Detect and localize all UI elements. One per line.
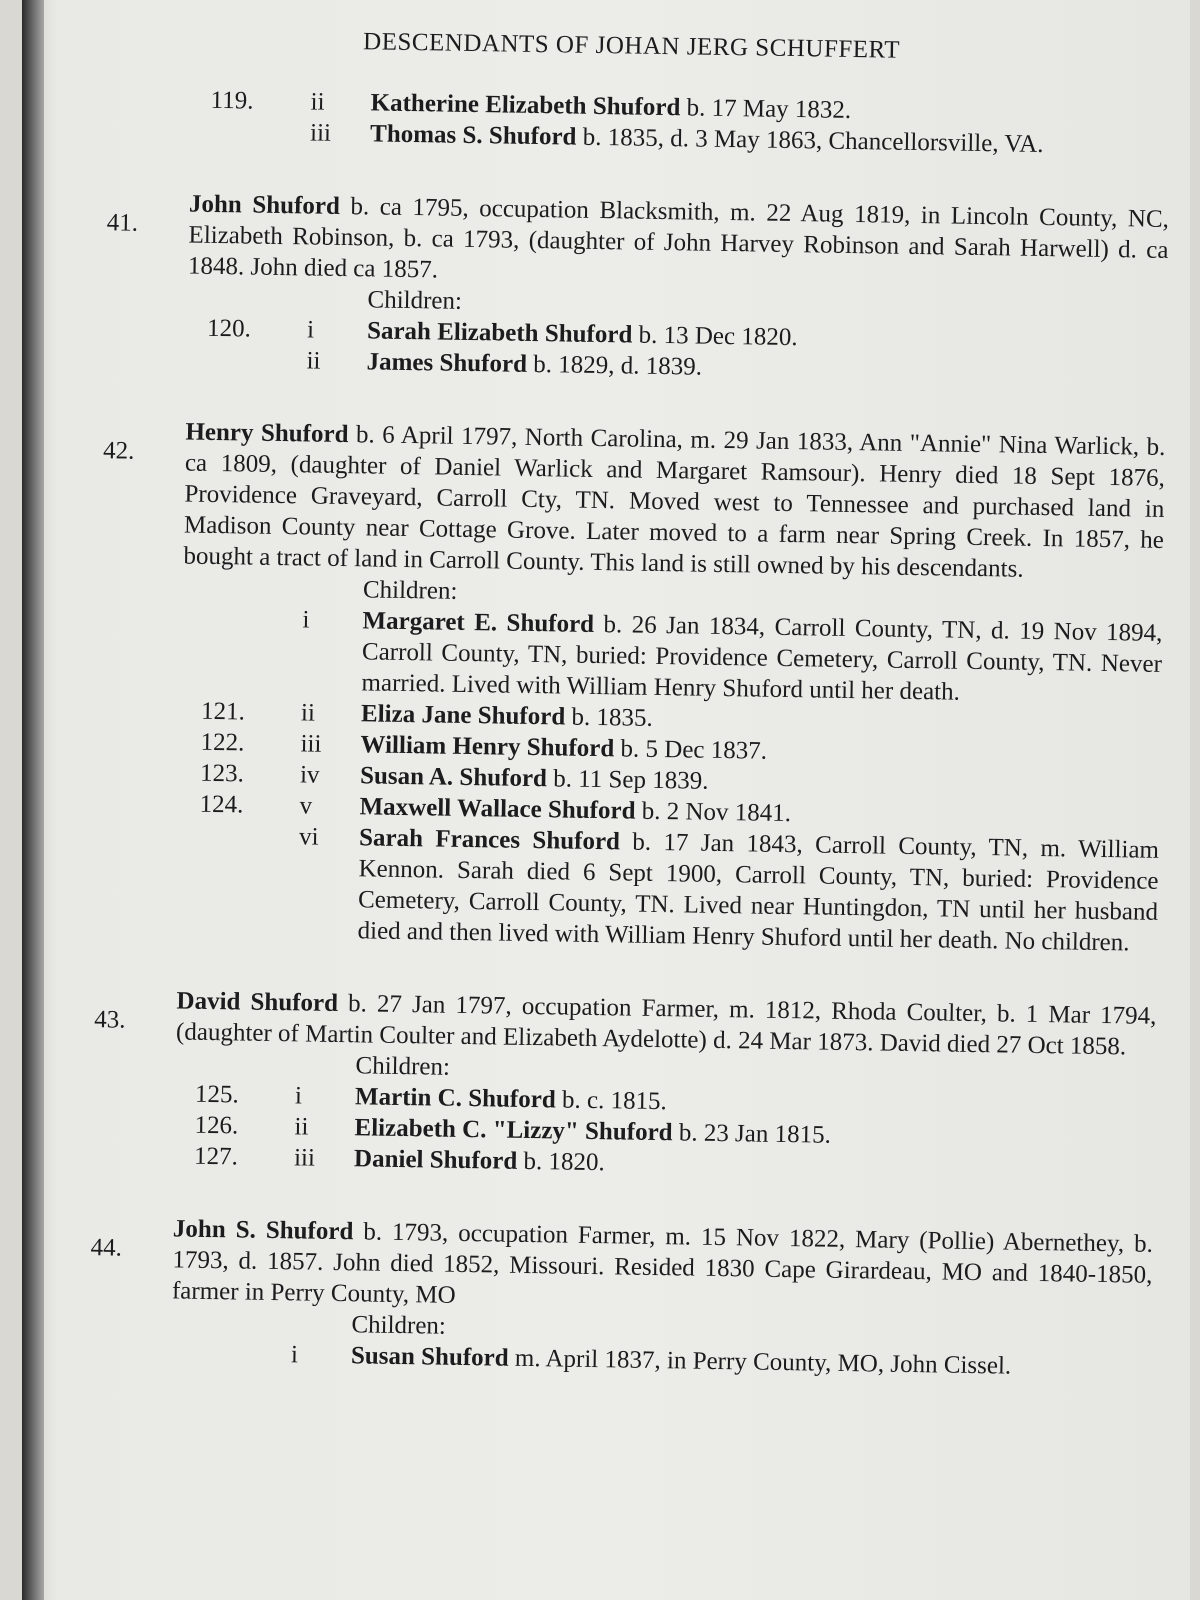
child-number: 124. [199,790,244,819]
child-name: William Henry Shuford [360,731,615,763]
children-label: Children: [351,1311,447,1340]
child-text: b. 11 Sep 1839. [546,765,709,795]
page-edge-shadow [22,0,44,1600]
person-entry [86,187,1169,390]
person-text: b. 27 Jan 1797, occupation Farmer, m. 1812, Rhoda Coulter, b. 1 Mar 1794, (daughter of Martin Coulter and Elizabeth Aydelotte) d. 24 Mar 1873. David died 27 Oct 1858. [175,989,1157,1061]
child-entry [77,818,1159,959]
person-number: 42. [102,437,135,465]
child-text: b. 1829, d. 1839. [526,350,703,381]
child-text: b. 17 May 1832. [680,94,852,124]
child-name: Elizabeth C. "Lizzy" Shuford [354,1114,673,1147]
child-roman: ii [294,1113,309,1141]
person-text: b. 6 April 1797, North Carolina, m. 29 Jan 1833, Ann "Annie" Nina Warlick, b. ca 1809, (daughter of Daniel Warlick and Margaret Ramsour). Henry died 18 Sept 1876, Providence Graveyard, Carroll Cty, TN. Moved west to Tennessee and purchased land in Madison County near Cottage Grove. Later moved to a farm near Spring Creek. In 1857, he bought a tract of land in Carroll County. This land is still owned by his descendants. [183,421,1166,583]
child-text: b. 26 Jan 1834, Carroll County, TN, d. 19 Nov 1894, Carroll County, TN, buried: Providence Cemetery, Carroll County, TN. Never married. Lived with William Henry Shuford until her death. [361,610,1163,706]
child-text: b. 17 Jan 1843, Carroll County, TN, m. William Kennon. Sarah died 6 Sept 1900, Carroll County, TN, buried: Providence Cemetery, Carroll County, TN. Lived near Huntingdon, TN until her husband died and then lived with William Henry Shuford until her death. No children. [357,828,1160,957]
child-text: b. 2 Nov 1841. [635,797,792,828]
person-paragraph [72,1212,1153,1322]
person-entry [77,415,1165,959]
child-number: 123. [199,759,245,788]
person-paragraph [83,415,1165,587]
child-roman: i [290,1341,299,1369]
child-name: Eliza Jane Shuford [360,700,566,731]
child-roman: vi [298,823,319,851]
child-name: Susan Shuford [350,1342,509,1372]
child-roman: i [302,606,310,634]
child-roman: ii [310,88,325,116]
person-text: b. ca 1795, occupation Blacksmith, m. 22 Aug 1819, in Lincoln County, NC, Elizabeth Robinson, b. ca 1793, (daughter of John Harvey Robinson and Sarah Harwell) d. ca 1848. John died ca 1857. [187,192,1170,284]
person-number: 43. [93,1006,126,1034]
child-number: 119. [210,86,254,115]
child-text: m. April 1837, in Perry County, MO, John Cissel. [508,1344,1012,1380]
child-roman: iii [293,1144,316,1172]
child-roman: v [299,792,313,820]
child-text: b. 1835. [565,703,653,732]
child-name: Martin C. Shuford [354,1083,556,1114]
child-text: b. 1820. [517,1147,605,1177]
child-text: b. 23 Jan 1815. [672,1119,832,1149]
intro-children [90,83,1171,162]
child-number: 120. [206,314,252,343]
person-name: David Shuford [176,987,339,1017]
person-paragraph [88,187,1169,297]
running-header: DESCENDANTS OF JOHAN JERG SCHUFFERT [362,28,901,64]
page-text [71,14,1172,1384]
child-number: 122. [200,728,245,757]
child-roman: iv [299,761,320,789]
child-text: b. 5 Dec 1837. [614,735,768,765]
child-name: James Shuford [366,348,528,378]
child-text: b. 1835, d. 3 May 1863, Chancellorsville, VA. [576,123,1044,158]
child-roman: ii [300,699,316,727]
child-roman: iii [300,730,322,758]
child-name: Thomas S. Shuford [369,120,577,151]
child-name: Katherine Elizabeth Shuford [370,89,681,122]
person-entry [71,1212,1153,1384]
child-roman: i [294,1082,303,1110]
child-number: 126. [194,1111,239,1140]
child-name: Sarah Frances Shuford [358,824,621,856]
child-number: 121. [200,697,246,726]
person-name: Henry Shuford [185,418,349,449]
child-name: Sarah Elizabeth Shuford [366,317,633,349]
person-name: John S. Shuford [172,1215,354,1246]
child-number: 125. [194,1080,240,1109]
child-roman: i [306,316,315,344]
child-name: Susan A. Shuford [359,762,548,793]
child-name: Margaret E. Shuford [362,607,595,638]
child-entry [81,601,1162,711]
person-number: 41. [106,209,139,237]
child-text: b. c. 1815. [555,1086,668,1116]
person-name: John Shuford [188,190,341,220]
children-label: Children: [367,286,463,315]
child-text: b. 13 Dec 1820. [632,321,798,352]
book-page [22,0,1190,1600]
person-text: b. 1793, occupation Farmer, m. 15 Nov 1822, Mary (Pollie) Abernethey, b. 1793, d. 1857. John died 1852, Missouri. Resided 1830 Cape Girardeau, MO and 1840-1850, farmer in Perry County, MO [171,1218,1154,1309]
child-roman: ii [306,347,321,375]
child-name: Maxwell Wallace Shuford [359,793,636,825]
children-label: Children: [355,1052,451,1081]
person-number: 44. [90,1234,123,1262]
children-label: Children: [362,576,458,605]
child-number: 127. [193,1142,239,1171]
child-roman: iii [309,119,332,147]
child-name: Daniel Shuford [353,1145,518,1175]
person-entry [74,984,1157,1187]
